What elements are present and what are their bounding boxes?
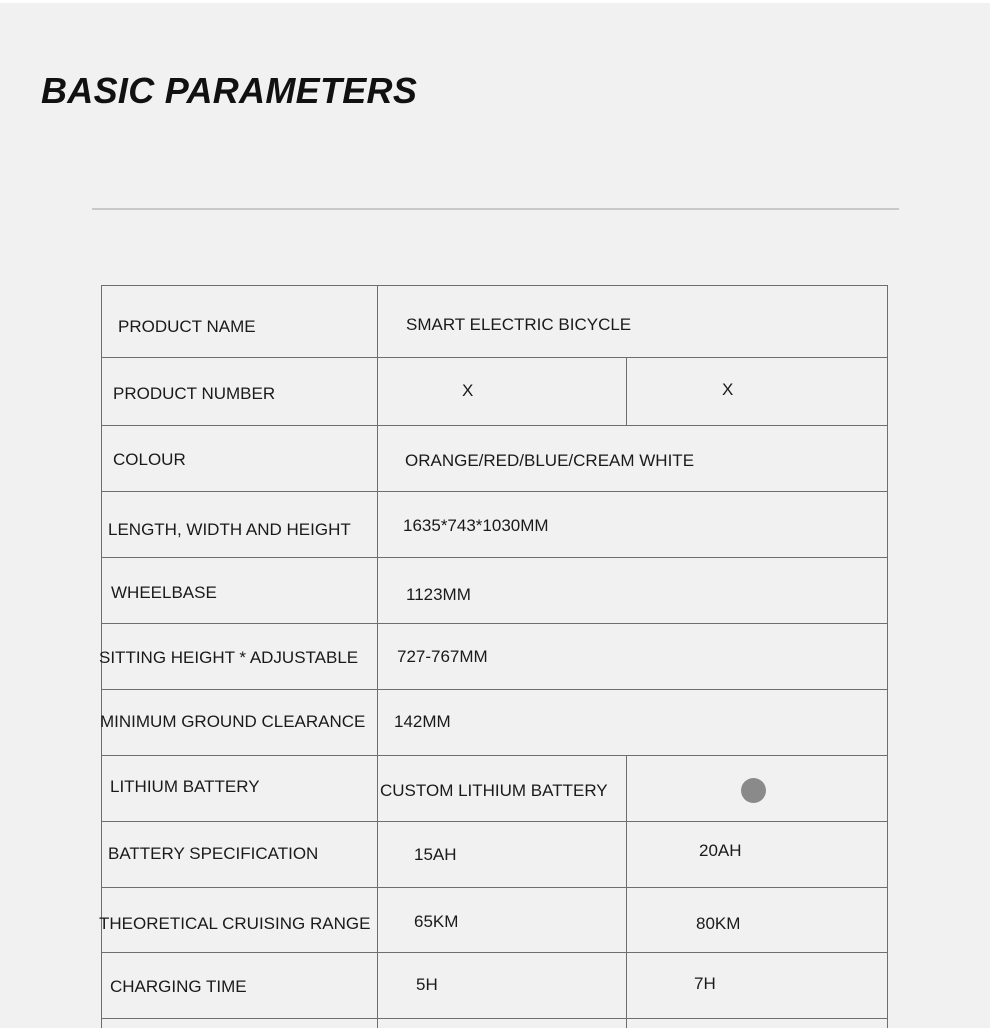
value-battery-spec-2: 20AH [699, 841, 742, 860]
value-product-name: SMART ELECTRIC BICYCLE [406, 315, 632, 334]
value-cruising-range-2: 80KM [696, 914, 741, 933]
label-ground-clearance: MINIMUM GROUND CLEARANCE [100, 712, 366, 731]
value-colour: ORANGE/RED/BLUE/CREAM WHITE [405, 451, 695, 470]
label-product-number: PRODUCT NUMBER [113, 384, 276, 403]
value-wheelbase: 1123MM [406, 585, 471, 604]
label-cruising-range: THEORETICAL CRUISING RANGE [99, 914, 371, 933]
value-product-number-1: X [462, 381, 474, 400]
value-charging-time-1: 5H [416, 975, 438, 994]
value-sitting-height: 727-767MM [397, 647, 488, 666]
label-colour: COLOUR [113, 450, 186, 469]
label-lithium-battery: LITHIUM BATTERY [110, 777, 260, 796]
value-charging-time-2: 7H [694, 974, 716, 993]
label-battery-spec: BATTERY SPECIFICATION [108, 844, 319, 863]
label-charging-time: CHARGING TIME [110, 977, 247, 996]
value-product-number-2: X [722, 380, 734, 399]
value-battery-spec-1: 15AH [414, 845, 457, 864]
label-product-name: PRODUCT NAME [118, 317, 256, 336]
label-sitting-height: SITTING HEIGHT * ADJUSTABLE [99, 648, 359, 667]
value-dimensions: 1635*743*1030MM [403, 516, 549, 535]
label-dimensions: LENGTH, WIDTH AND HEIGHT [108, 520, 351, 539]
filled-circle-icon [741, 778, 766, 803]
page-title: BASIC PARAMETERS [41, 70, 418, 111]
value-cruising-range-1: 65KM [414, 912, 459, 931]
label-wheelbase: WHEELBASE [111, 583, 217, 602]
value-ground-clearance: 142MM [394, 712, 451, 731]
value-lithium-battery: CUSTOM LITHIUM BATTERY [380, 781, 608, 800]
